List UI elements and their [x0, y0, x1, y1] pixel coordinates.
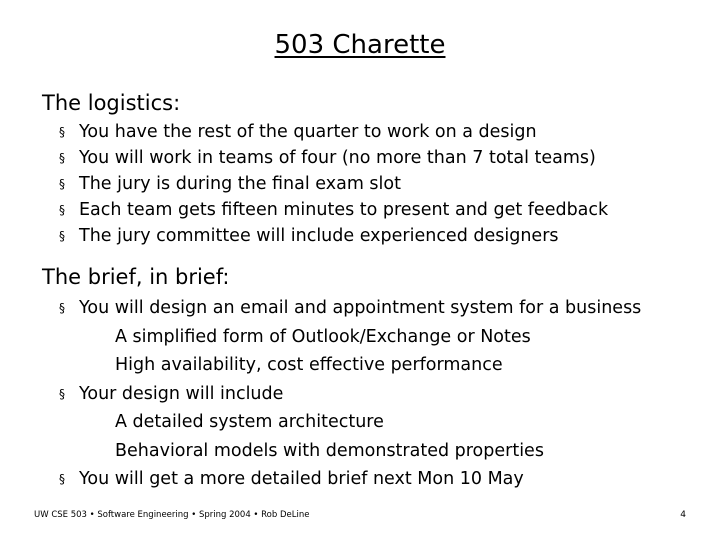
brief-item-text: You will design an email and appointment system for a business — [79, 298, 642, 318]
brief-heading: The brief, in brief: — [42, 265, 230, 289]
logistics-heading: The logistics: — [42, 91, 181, 115]
brief-item — [59, 465, 641, 494]
bullet-icon: § — [59, 301, 65, 315]
logistics-item — [59, 223, 559, 249]
logistics-list — [59, 119, 609, 249]
slide-footer: UW CSE 503 • Software Engineering • Spring 2004 • Rob DeLine — [34, 510, 310, 520]
bullet-icon: § — [59, 472, 65, 486]
logistics-item-text: The jury committee will include experienced designers — [79, 226, 559, 246]
bullet-icon: § — [59, 229, 65, 243]
slide-title-text: 503 Charette — [274, 30, 446, 60]
brief-item-text: You will get a more detailed brief next Mon 10 May — [79, 469, 524, 489]
brief-subitem: Behavioral models with demonstrated properties — [115, 440, 544, 461]
brief-subitem: High availability, cost effective performance — [115, 355, 503, 375]
logistics-item — [59, 171, 401, 197]
brief-subitem: A simplified form of Outlook/Exchange or Notes — [115, 326, 531, 347]
slide-title — [0, 28, 720, 62]
brief-item — [59, 380, 641, 409]
brief-subitem: A detailed system architecture — [115, 412, 384, 432]
bullet-icon: § — [59, 177, 65, 191]
bullet-icon: § — [59, 386, 65, 401]
bullet-icon: § — [59, 203, 65, 217]
bullet-icon: § — [59, 151, 65, 165]
brief-list — [59, 294, 641, 494]
logistics-item — [59, 197, 609, 223]
brief-item — [59, 294, 641, 323]
logistics-item-text: You will work in teams of four (no more than 7 total teams) — [79, 148, 596, 168]
logistics-item-text: Each team gets fifteen minutes to present and get feedback — [79, 200, 609, 220]
page-number: 4 — [680, 510, 686, 520]
logistics-item — [59, 145, 596, 171]
logistics-item-text: The jury is during the final exam slot — [79, 174, 401, 194]
logistics-item-text: You have the rest of the quarter to work on a design — [79, 122, 537, 142]
logistics-item — [59, 119, 537, 145]
bullet-icon: § — [59, 125, 65, 139]
brief-item-text: Your design will include — [79, 383, 284, 404]
